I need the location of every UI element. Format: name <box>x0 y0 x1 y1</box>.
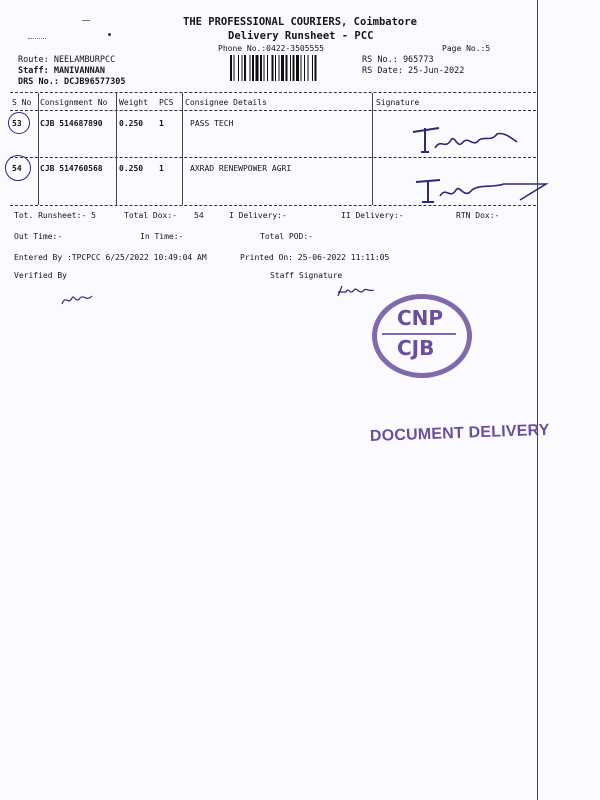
barcode-bar <box>272 55 274 81</box>
company-name: THE PROFESSIONAL COURIERS, Coimbatore <box>183 16 417 28</box>
drs-number: DRS No.: DCJB96577305 <box>18 77 126 87</box>
barcode-bar <box>301 55 302 81</box>
table-cell-pcs: 1 <box>159 119 164 128</box>
barcode-bar <box>279 55 280 81</box>
total-runsheet: Tot. Runsheet:- 5 <box>14 211 96 220</box>
table-header-border <box>10 110 536 111</box>
cjb-stamp-text: CJB <box>397 336 435 360</box>
barcode-bar <box>244 55 246 81</box>
column-header-consignment: Consignment No <box>40 98 108 107</box>
barcode-bar <box>260 55 262 81</box>
scan-mark <box>82 20 90 23</box>
column-header-weight: Weight <box>119 98 148 107</box>
barcode-bar <box>242 55 243 81</box>
column-header-consignee: Consignee Details <box>185 98 267 107</box>
out-time: Out Time:- <box>14 232 63 241</box>
handwritten-signature <box>405 120 525 160</box>
total-dox-label: Total Dox:- <box>124 211 177 220</box>
verified-by: Verified By <box>14 271 67 280</box>
table-cell-consignee: AXRAD RENEWPOWER AGRI <box>190 164 292 173</box>
total-pod: Total POD:- <box>260 232 313 241</box>
printed-on: Printed On: 25-06-2022 11:11:05 <box>240 253 390 262</box>
barcode-bar <box>281 55 284 81</box>
barcode-bar <box>290 55 291 81</box>
barcode-bar <box>238 55 239 81</box>
barcode-bar <box>312 55 313 81</box>
barcode-bar <box>296 55 299 81</box>
barcode-image <box>230 55 350 81</box>
barcode-bar <box>308 55 309 81</box>
page-number: Page No.:5 <box>442 44 491 53</box>
verifier-initials <box>60 290 100 310</box>
barcode-bar <box>275 55 276 81</box>
rtn-dox: RTN Dox:- <box>456 211 500 220</box>
rs-number: RS No.: 965773 <box>362 55 434 65</box>
table-top-border <box>10 92 536 93</box>
phone-number: Phone No.:0422-3505555 <box>218 44 324 53</box>
runsheet-title: Delivery Runsheet - PCC <box>228 30 374 42</box>
barcode-bar <box>264 55 265 81</box>
in-time: In Time:- <box>140 232 184 241</box>
column-header-signature: Signature <box>376 98 420 107</box>
route-label: Route: NEELAMBURPCC <box>18 55 116 65</box>
column-header-pcs: PCS <box>159 98 174 107</box>
barcode-bar <box>250 55 251 81</box>
rs-date: RS Date: 25-Jun-2022 <box>362 66 465 76</box>
scan-mark <box>28 38 46 42</box>
column-divider <box>38 93 39 205</box>
table-cell-sno: 53 <box>12 119 22 128</box>
staff-label: Staff: MANIVANNAN <box>18 66 105 76</box>
cnp-stamp-text: CNP <box>397 306 444 330</box>
barcode-bar <box>315 55 317 81</box>
barcode-bar <box>234 55 235 81</box>
table-cell-pcs: 1 <box>159 164 164 173</box>
handwritten-signature <box>400 174 550 206</box>
staff-initials <box>336 282 376 302</box>
table-cell-consignment: CJB 514687890 <box>40 119 103 128</box>
table-cell-sno: 54 <box>12 164 22 173</box>
barcode-bar <box>256 55 259 81</box>
document-delivery-stamp: DOCUMENT DELIVERY <box>369 421 550 445</box>
ii-delivery: II Delivery:- <box>341 211 404 220</box>
barcode-bar <box>267 55 268 81</box>
barcode-bar <box>286 55 288 81</box>
barcode-bar <box>293 55 295 81</box>
staff-signature-label: Staff Signature <box>270 271 343 280</box>
column-divider <box>116 93 117 205</box>
barcode-bar <box>230 55 232 81</box>
total-dox-value: 54 <box>194 211 204 220</box>
page-right-border <box>537 0 538 800</box>
column-divider <box>372 93 373 205</box>
barcode-bar <box>304 55 305 81</box>
table-cell-weight: 0.250 <box>119 164 144 173</box>
scan-dot <box>108 33 111 36</box>
i-delivery: I Delivery:- <box>229 211 287 220</box>
entered-by: Entered By :TPCPCC 6/25/2022 10:49:04 AM <box>14 253 207 262</box>
table-cell-consignee: PASS TECH <box>190 119 234 128</box>
column-divider <box>182 93 183 205</box>
table-cell-consignment: CJB 514760568 <box>40 164 103 173</box>
column-header-sno: S No <box>12 98 32 107</box>
cnp-stamp-divider <box>382 333 456 335</box>
barcode-bar <box>252 55 254 81</box>
table-cell-weight: 0.250 <box>119 119 144 128</box>
